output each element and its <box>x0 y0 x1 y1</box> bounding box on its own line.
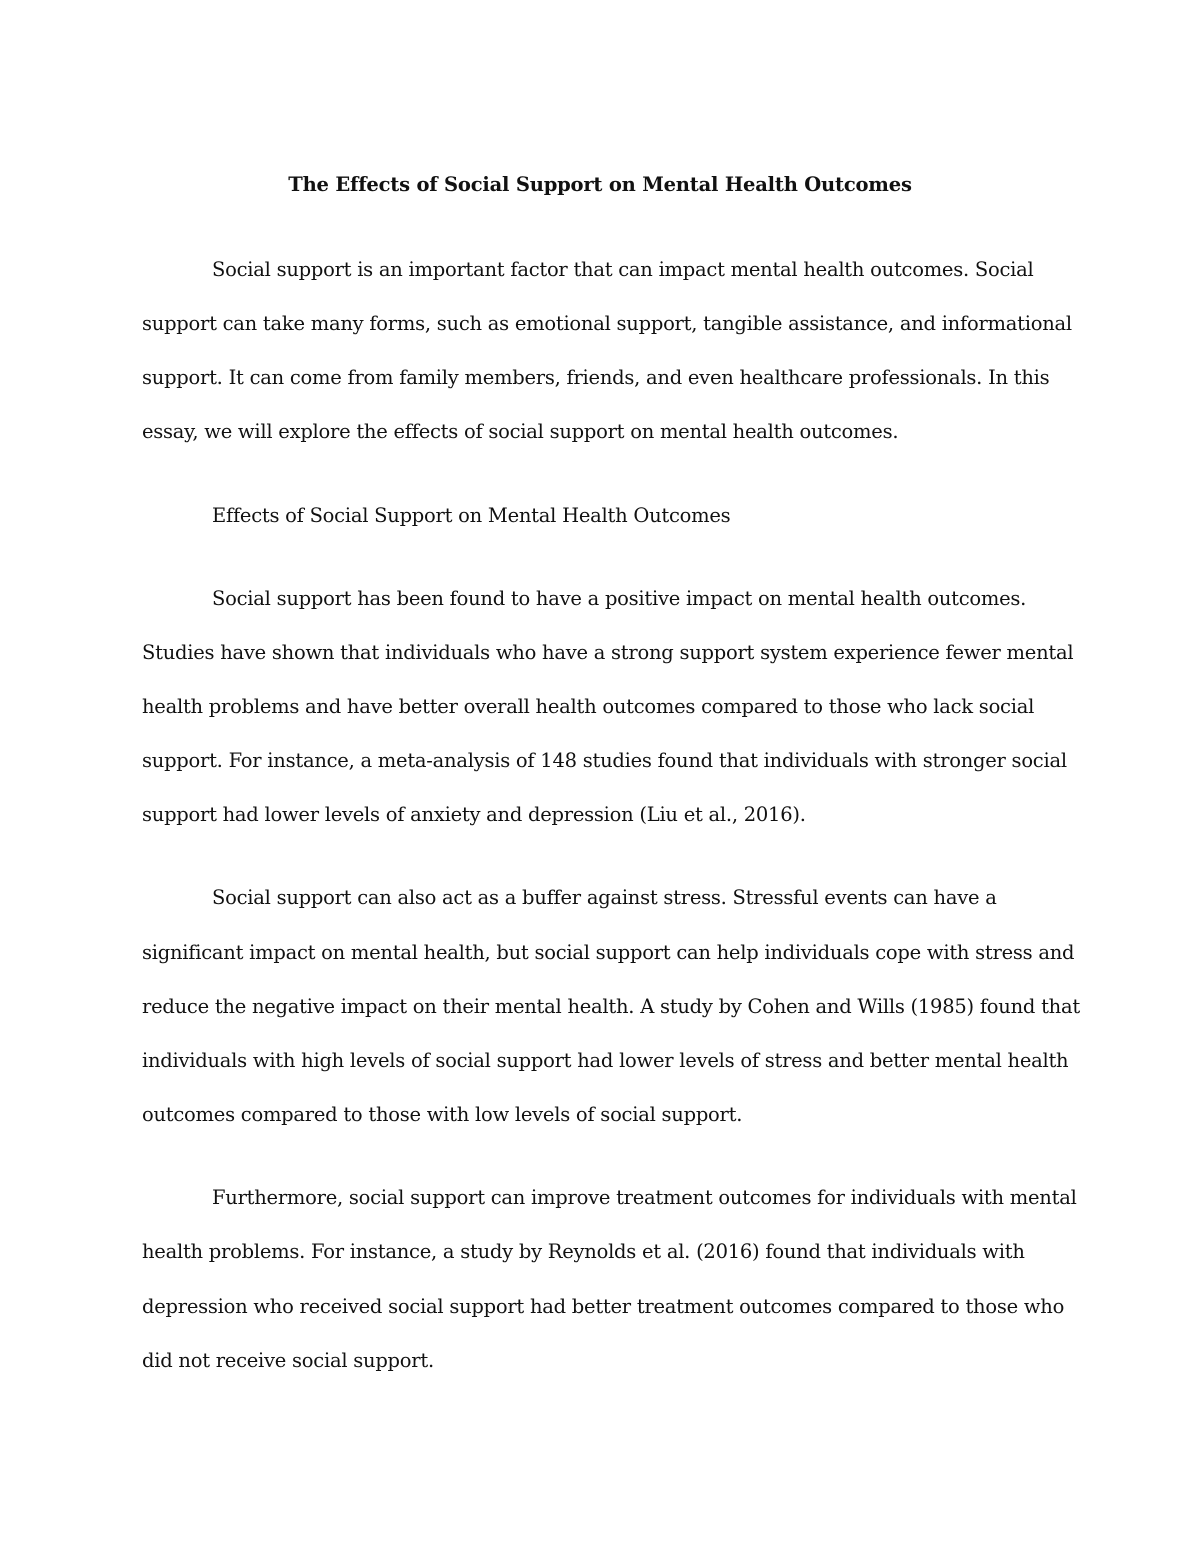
paragraph-1-line-1: Social support is an important factor that can impact mental health outcomes. Social <box>212 258 1034 281</box>
paragraph-3-line-3: reduce the negative impact on their mental health. A study by Cohen and Wills (1985) found that <box>142 995 1080 1018</box>
paragraph-2-line-1: Social support has been found to have a positive impact on mental health outcomes. <box>212 587 1027 610</box>
paragraph-1-line-4: essay, we will explore the effects of social support on mental health outcomes. <box>142 420 899 443</box>
paragraph-3-line-1: Social support can also act as a buffer against stress. Stressful events can have a <box>212 886 997 909</box>
paragraph-2-line-3: health problems and have better overall health outcomes compared to those who lack social <box>142 695 1035 718</box>
paragraph-1-line-2: support can take many forms, such as emotional support, tangible assistance, and informational <box>142 312 1072 335</box>
paragraph-4-line-1: Furthermore, social support can improve treatment outcomes for individuals with mental <box>212 1186 1077 1209</box>
paragraph-4-line-2: health problems. For instance, a study by Reynolds et al. (2016) found that individuals with <box>142 1240 1025 1263</box>
paragraph-3-line-2: significant impact on mental health, but social support can help individuals cope with stress and <box>142 941 1075 964</box>
paragraph-3-line-4: individuals with high levels of social support had lower levels of stress and better mental health <box>142 1049 1069 1072</box>
paragraph-2-line-5: support had lower levels of anxiety and depression (Liu et al., 2016). <box>142 803 806 826</box>
document-title: The Effects of Social Support on Mental Health Outcomes <box>288 173 912 196</box>
section-heading: Effects of Social Support on Mental Health Outcomes <box>212 504 731 527</box>
paragraph-1-line-3: support. It can come from family members, friends, and even healthcare professionals. In this <box>142 366 1050 389</box>
paragraph-2-line-4: support. For instance, a meta-analysis of 148 studies found that individuals with stronger social <box>142 749 1067 772</box>
paragraph-3-line-5: outcomes compared to those with low levels of social support. <box>142 1103 743 1126</box>
paragraph-2-line-2: Studies have shown that individuals who have a strong support system experience fewer mental <box>142 641 1074 664</box>
paragraph-4-line-4: did not receive social support. <box>142 1349 434 1372</box>
paragraph-4-line-3: depression who received social support had better treatment outcomes compared to those who <box>142 1295 1065 1318</box>
